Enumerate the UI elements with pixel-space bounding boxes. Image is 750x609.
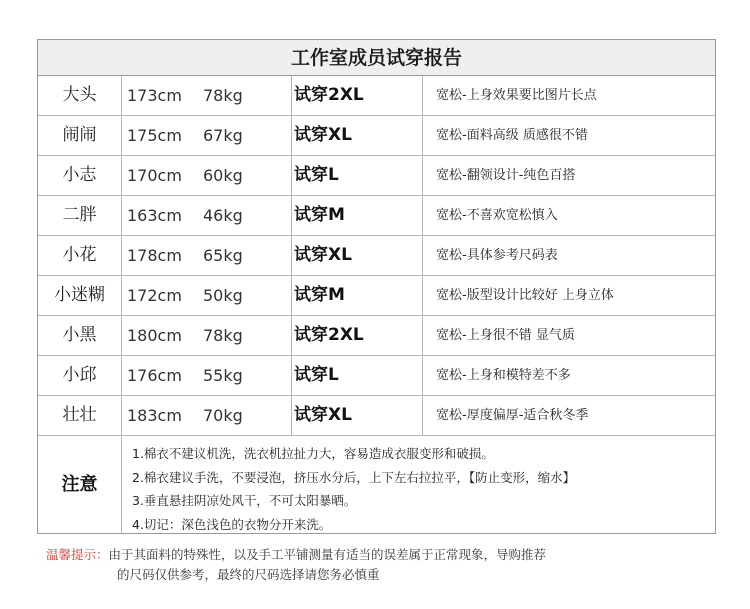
table-row <box>38 156 715 196</box>
member-height: 170cm <box>127 166 182 185</box>
member-height: 178cm <box>127 246 182 265</box>
tried-size: 试穿M <box>291 196 416 235</box>
member-weight: 46kg <box>203 206 243 225</box>
table-row <box>38 276 715 316</box>
member-weight: 67kg <box>203 126 243 145</box>
member-name: 二胖 <box>38 196 122 235</box>
table-row <box>38 356 715 396</box>
member-name: 闹闹 <box>38 116 122 155</box>
member-name: 壮壮 <box>38 396 122 435</box>
notice-item: 2.棉衣建议手洗，不要浸泡，挤压水分后，上下左右拉拉平，【防止变形，缩水】 <box>132 469 576 485</box>
member-name: 小迷糊 <box>38 276 122 315</box>
member-weight: 50kg <box>203 286 243 305</box>
fit-note: 宽松-上身很不错 显气质 <box>422 316 715 355</box>
tried-size: 试穿XL <box>291 396 416 435</box>
notice-item: 3.垂直悬挂阴凉处风干，不可太阳暴晒。 <box>132 493 357 508</box>
member-name: 小黑 <box>38 316 122 355</box>
table-row <box>38 236 715 276</box>
member-weight: 78kg <box>203 326 243 345</box>
tried-size: 试穿L <box>291 356 416 395</box>
member-height: 173cm <box>127 86 182 105</box>
fit-note: 宽松-版型设计比较好 上身立体 <box>422 276 715 315</box>
fitting-report-table <box>37 39 716 534</box>
tried-size: 试穿XL <box>291 236 416 275</box>
member-name: 小花 <box>38 236 122 275</box>
fit-note: 宽松-厚度偏厚-适合秋冬季 <box>422 396 715 435</box>
tips-line-1 <box>46 545 726 565</box>
warm-tips <box>46 545 726 585</box>
tips-text-2: 的尺码仅供参考，最终的尺码选择请您务必慎重 <box>117 567 380 582</box>
tips-text-1: 由于其面料的特殊性，以及手工平铺测量有适当的误差属于正常现象，导购推荐 <box>108 547 547 562</box>
member-weight: 55kg <box>203 366 243 385</box>
table-row <box>38 396 715 436</box>
notice-label: 注意 <box>38 436 122 533</box>
member-height: 183cm <box>127 406 182 425</box>
tips-label: 温馨提示： <box>46 547 109 562</box>
care-notice <box>38 436 715 533</box>
tried-size: 试穿M <box>291 276 416 315</box>
tried-size: 试穿2XL <box>291 316 416 355</box>
tried-size: 试穿XL <box>291 116 416 155</box>
member-height: 163cm <box>127 206 182 225</box>
member-weight: 60kg <box>203 166 243 185</box>
fit-note: 宽松-面料高级 质感很不错 <box>422 116 715 155</box>
tried-size: 试穿2XL <box>291 76 416 115</box>
member-height: 175cm <box>127 126 182 145</box>
notice-item: 4.切记：深色浅色的衣物分开来洗。 <box>132 516 332 532</box>
member-height: 172cm <box>127 286 182 305</box>
table-row <box>38 316 715 356</box>
fit-note: 宽松-具体参考尺码表 <box>422 236 715 275</box>
member-name: 小志 <box>38 156 122 195</box>
fit-note: 宽松-上身和模特差不多 <box>422 356 715 395</box>
notice-list <box>132 442 712 536</box>
member-weight: 70kg <box>203 406 243 425</box>
table-row <box>38 116 715 156</box>
table-row <box>38 196 715 236</box>
report-title: 工作室成员试穿报告 <box>38 40 715 76</box>
member-rows <box>38 76 715 436</box>
notice-item: 1.棉衣不建议机洗，洗衣机拉扯力大，容易造成衣服变形和破损。 <box>132 446 494 461</box>
member-weight: 65kg <box>203 246 243 265</box>
member-name: 小邱 <box>38 356 122 395</box>
fit-note: 宽松-上身效果要比图片长点 <box>422 76 715 115</box>
tried-size: 试穿L <box>291 156 416 195</box>
member-height: 176cm <box>127 366 182 385</box>
fit-note: 宽松-不喜欢宽松慎入 <box>422 196 715 235</box>
table-row <box>38 76 715 116</box>
fit-note: 宽松-翻领设计-纯色百搭 <box>422 156 715 195</box>
member-name: 大头 <box>38 76 122 115</box>
member-height: 180cm <box>127 326 182 345</box>
member-weight: 78kg <box>203 86 243 105</box>
